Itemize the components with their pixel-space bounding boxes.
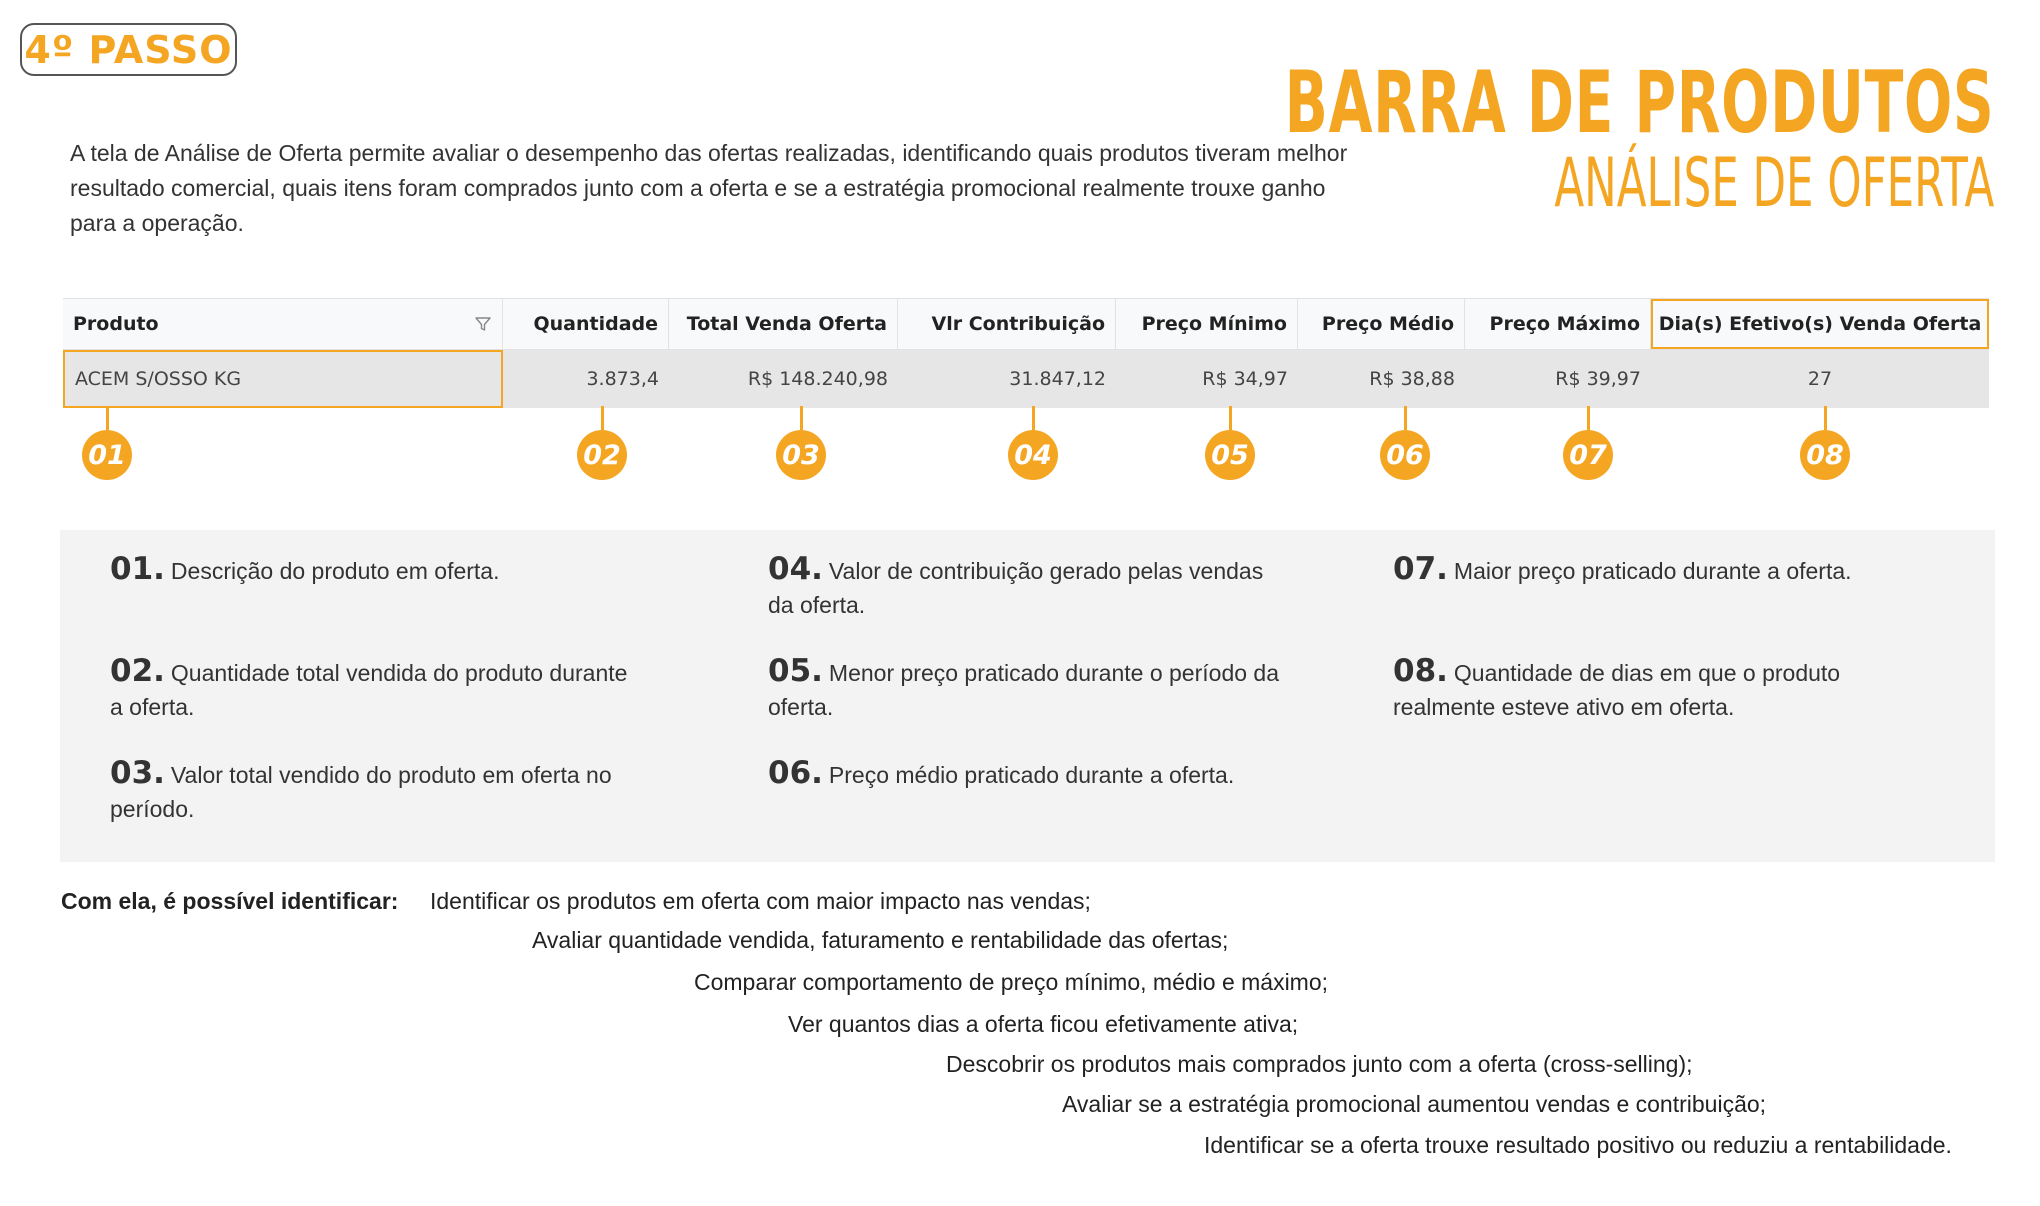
- legend-number: 07.: [1393, 551, 1448, 587]
- column-header-preco-maximo[interactable]: Preço Máximo: [1465, 299, 1651, 349]
- cell-total-venda: R$ 148.240,98: [747, 368, 888, 390]
- benefit-item-4: Ver quantos dias a oferta ficou efetivamente ativa;: [788, 1011, 1299, 1037]
- marker-06: [1380, 406, 1430, 480]
- column-header-quantidade[interactable]: Quantidade: [503, 299, 669, 349]
- intro-paragraph: A tela de Análise de Oferta permite avaliar o desempenho das ofertas realizadas, identificando quais produtos tiveram melhor resultado comercial, quais itens foram comprados junto com a oferta e se a estratégia promocional realmente trouxe ganho para a operação.: [70, 140, 1348, 236]
- legend-number: 04.: [768, 551, 823, 587]
- filter-icon[interactable]: [474, 315, 492, 333]
- benefit-item-3: Comparar comportamento de preço mínimo, médio e máximo;: [694, 969, 1329, 995]
- cell-quantidade: 3.873,4: [586, 368, 659, 390]
- page-subtitle: ANÁLISE DE OFERTA: [1554, 144, 1994, 223]
- marker-label: 07: [1563, 430, 1613, 480]
- cell-dias-efetivos: 27: [1807, 368, 1833, 390]
- column-header-preco-medio[interactable]: Preço Médio: [1298, 299, 1465, 349]
- legend-item-06: [768, 756, 1368, 792]
- legend-item-05: [768, 654, 1288, 724]
- marker-label: 08: [1800, 430, 1850, 480]
- marker-01: [82, 406, 132, 480]
- marker-05: [1205, 406, 1255, 480]
- marker-label: 05: [1205, 430, 1255, 480]
- legend-text: Valor de contribuição gerado pelas vendas da oferta.: [768, 558, 1264, 618]
- marker-07: [1563, 406, 1613, 480]
- legend-item-08: [1393, 654, 1893, 724]
- legend-item-04: [768, 552, 1288, 622]
- legend-item-01: [110, 552, 630, 588]
- marker-03: [776, 406, 826, 480]
- marker-02: [577, 406, 627, 480]
- table-header: [63, 298, 1989, 350]
- legend-text: Menor preço praticado durante o período da oferta.: [768, 660, 1279, 720]
- legend-item-07: [1393, 552, 1953, 588]
- legend-text: Descrição do produto em oferta.: [170, 558, 500, 584]
- legend-text: Maior preço praticado durante a oferta.: [1453, 558, 1852, 584]
- step-badge: 4º PASSO: [20, 23, 237, 76]
- cell-contribuicao: 31.847,12: [1009, 368, 1106, 390]
- cell-preco-maximo: R$ 39,97: [1555, 368, 1641, 390]
- column-header-total-venda[interactable]: Total Venda Oferta: [669, 299, 898, 349]
- offer-table: [63, 298, 1989, 408]
- bottom-label: Com ela, é possível identificar:: [61, 888, 399, 914]
- column-header-contribuicao[interactable]: Vlr Contribuição: [898, 299, 1116, 349]
- legend-number: 06.: [768, 755, 823, 791]
- legend-text: Quantidade de dias em que o produto realmente esteve ativo em oferta.: [1393, 660, 1841, 720]
- benefit-item-6: Avaliar se a estratégia promocional aumentou vendas e contribuição;: [1062, 1091, 1767, 1117]
- column-header-preco-minimo[interactable]: Preço Mínimo: [1116, 299, 1298, 349]
- legend-text: Valor total vendido do produto em oferta no período.: [110, 762, 612, 822]
- legend-number: 03.: [110, 755, 165, 791]
- benefit-item-7: Identificar se a oferta trouxe resultado positivo ou reduziu a rentabilidade.: [1204, 1132, 1952, 1158]
- legend-number: 05.: [768, 653, 823, 689]
- marker-08: [1800, 406, 1850, 480]
- marker-label: 04: [1008, 430, 1058, 480]
- legend-item-03: [110, 756, 650, 826]
- marker-label: 01: [82, 430, 132, 480]
- column-header-produto[interactable]: [63, 299, 503, 349]
- marker-label: 06: [1380, 430, 1430, 480]
- cell-produto[interactable]: ACEM S/OSSO KG: [63, 350, 503, 408]
- column-header-dias-efetivos[interactable]: Dia(s) Efetivo(s) Venda Oferta: [1651, 299, 1989, 349]
- cell-preco-minimo: R$ 34,97: [1202, 368, 1288, 390]
- marker-04: [1008, 406, 1058, 480]
- cell-preco-medio: R$ 38,88: [1369, 368, 1455, 390]
- page-title: BARRA DE PRODUTOS: [1284, 53, 1994, 153]
- marker-label: 03: [776, 430, 826, 480]
- benefit-item-2: Avaliar quantidade vendida, faturamento e rentabilidade das ofertas;: [532, 927, 1229, 953]
- table-row[interactable]: [63, 350, 1989, 408]
- legend-panel: [60, 530, 1995, 862]
- benefit-item-5: Descobrir os produtos mais comprados junto com a oferta (cross-selling);: [946, 1051, 1693, 1077]
- legend-number: 02.: [110, 653, 165, 689]
- legend-item-02: [110, 654, 630, 724]
- legend-text: Quantidade total vendida do produto durante a oferta.: [110, 660, 628, 720]
- marker-label: 02: [577, 430, 627, 480]
- legend-number: 01.: [110, 551, 165, 587]
- legend-text: Preço médio praticado durante a oferta.: [828, 762, 1235, 788]
- column-header-label: Produto: [73, 313, 159, 335]
- legend-number: 08.: [1393, 653, 1448, 689]
- benefit-item-1: Identificar os produtos em oferta com maior impacto nas vendas;: [430, 888, 1091, 914]
